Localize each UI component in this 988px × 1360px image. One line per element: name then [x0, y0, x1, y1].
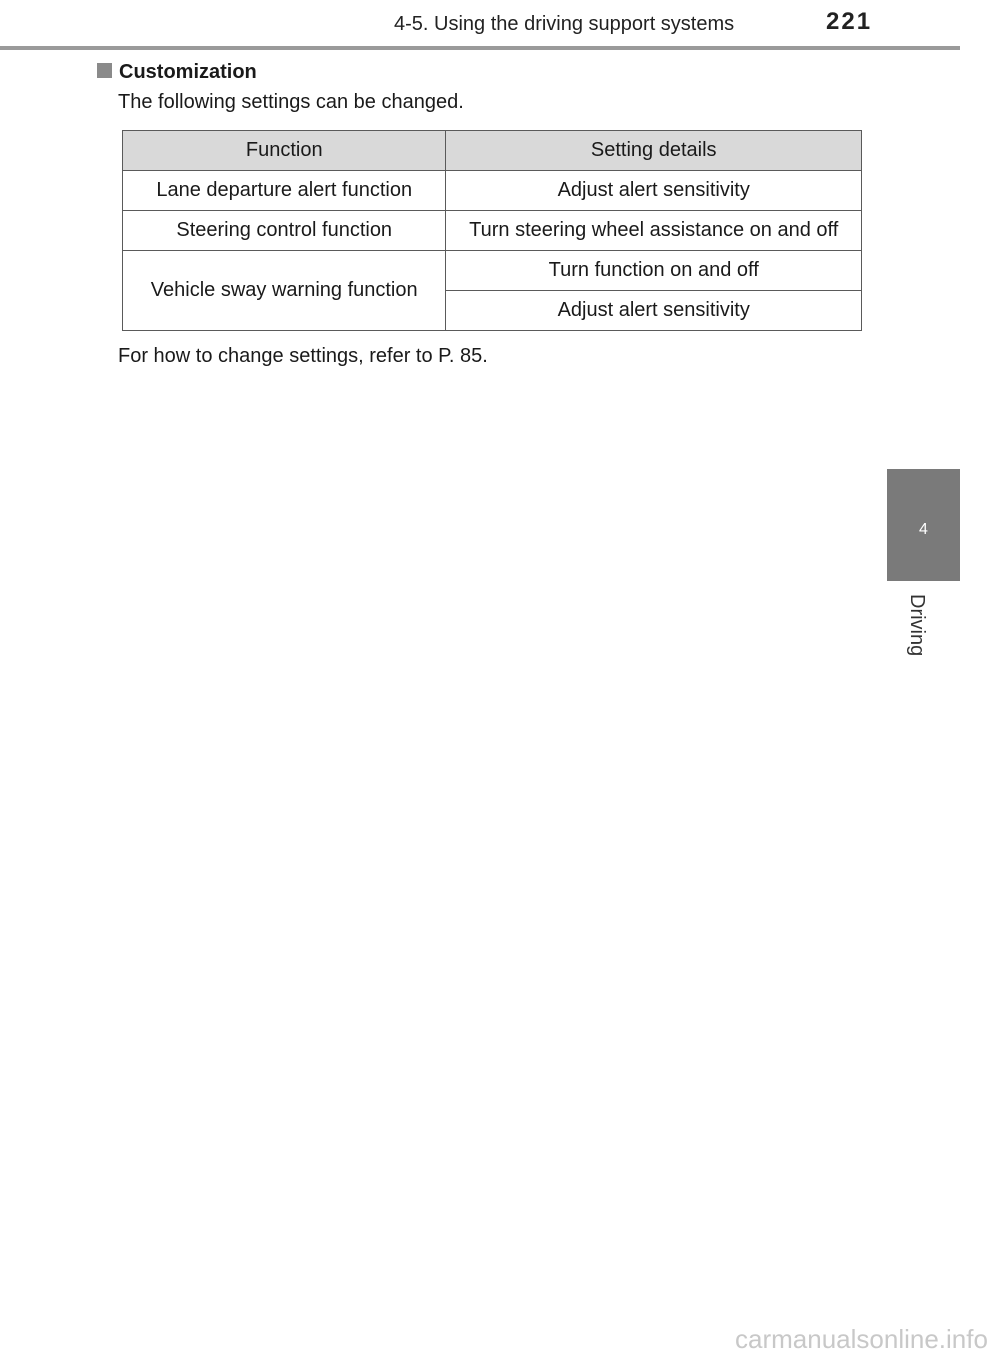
- function-cell: Steering control function: [123, 211, 446, 251]
- function-cell: Lane departure alert function: [123, 171, 446, 211]
- intro-text: The following settings can be changed.: [118, 91, 464, 113]
- chapter-tab: [887, 469, 960, 581]
- header-divider: [0, 46, 960, 50]
- section-heading-text: Customization: [119, 61, 257, 83]
- reference-note: For how to change settings, refer to P. 85.: [118, 345, 488, 367]
- header-title: 4-5. Using the driving support systems: [394, 13, 735, 35]
- setting-details-cell: Turn steering wheel assistance on and off: [446, 211, 862, 251]
- setting-details-cell: Adjust alert sensitivity: [446, 291, 862, 331]
- table-row: [123, 251, 862, 291]
- column-header-function: Function: [123, 131, 446, 171]
- chapter-label: Driving: [906, 594, 928, 657]
- setting-details-cell: Adjust alert sensitivity: [446, 171, 862, 211]
- page-number: 221: [826, 8, 873, 35]
- settings-table: [122, 130, 862, 331]
- function-cell: Vehicle sway warning function: [123, 251, 446, 331]
- setting-details-cell: Turn function on and off: [446, 251, 862, 291]
- square-bullet-icon: [97, 63, 112, 78]
- section-heading: [97, 61, 257, 84]
- watermark: carmanualsonline.info: [735, 1324, 988, 1354]
- table-row: [123, 171, 862, 211]
- column-header-setting-details: Setting details: [446, 131, 862, 171]
- table-row: [123, 211, 862, 251]
- table-header-row: [123, 131, 862, 171]
- chapter-number: 4: [919, 521, 928, 538]
